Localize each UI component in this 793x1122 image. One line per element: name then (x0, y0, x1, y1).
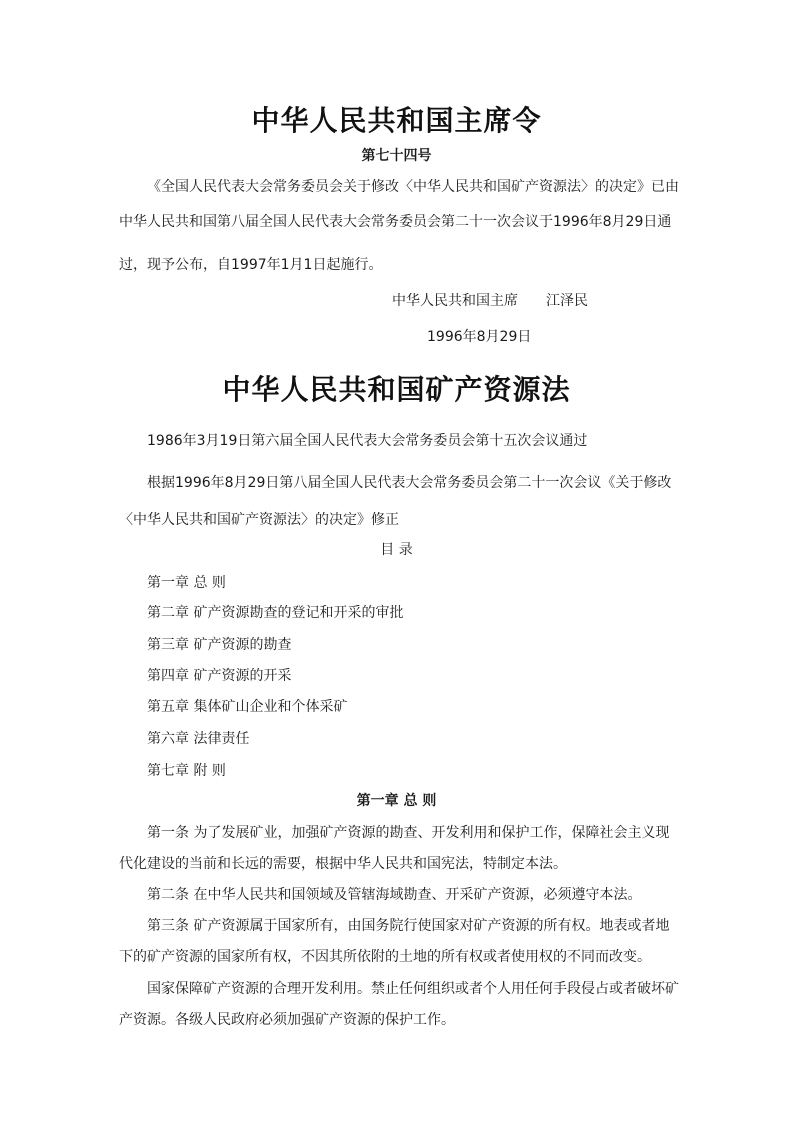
article-line: 第二条 在中华人民共和国领域及管辖海域勘查、开采矿产资源，必须遵守本法。 (147, 887, 642, 903)
decree-date: 1996年8月29日 (427, 329, 532, 345)
article-line: 下的矿产资源的国家所有权，不因其所依附的土地的所有权或者使用权的不同而改变。 (119, 949, 651, 965)
law-title: 中华人民共和国矿产资源法 (222, 373, 571, 406)
law-adopted: 1986年3月19日第六届全国人民代表大会常务委员会第十五次会议通过 (147, 433, 588, 449)
article-line: 代化建设的当前和长远的需要，根据中华人民共和国宪法，特制定本法。 (119, 856, 567, 872)
law-amended-line-2: 〈中华人民共和国矿产资源法〉的决定》修正 (119, 512, 399, 528)
decree-number: 第七十四号 (361, 148, 432, 164)
decree-line-1: 《全国人民代表大会常务委员会关于修改〈中华人民共和国矿产资源法〉的决定》已由 (147, 179, 679, 195)
article-line: 第三条 矿产资源属于国家所有，由国务院行使国家对矿产资源的所有权。地表或者地 (147, 918, 670, 934)
chapter-heading: 第一章 总 则 (356, 793, 437, 809)
toc-item: 第五章 集体矿山企业和个体采矿 (147, 699, 348, 715)
toc-item: 第三章 矿产资源的勘查 (147, 637, 292, 653)
article-line: 产资源。各级人民政府必须加强矿产资源的保护工作。 (119, 1012, 455, 1028)
decree-signer: 中华人民共和国主席 江泽民 (392, 293, 588, 309)
toc-item: 第七章 附 则 (147, 763, 226, 779)
decree-title: 中华人民共和国主席令 (251, 104, 542, 137)
article-line: 第一条 为了发展矿业，加强矿产资源的勘查、开发利用和保护工作，保障社会主义现 (147, 825, 670, 841)
toc-item: 第四章 矿产资源的开采 (147, 668, 292, 684)
toc-item: 第一章 总 则 (147, 575, 226, 591)
toc-item: 第二章 矿产资源勘查的登记和开采的审批 (147, 605, 404, 621)
article-line: 国家保障矿产资源的合理开发利用。禁止任何组织或者个人用任何手段侵占或者破坏矿 (147, 981, 679, 997)
decree-line-3: 过，现予公布，自1997年1月1日起施行。 (119, 257, 383, 273)
toc-heading: 目 录 (380, 542, 413, 558)
toc-item: 第六章 法律责任 (147, 731, 250, 747)
law-amended-line-1: 根据1996年8月29日第八届全国人民代表大会常务委员会第二十一次会议《关于修改 (147, 475, 672, 491)
decree-line-2: 中华人民共和国第八届全国人民代表大会常务委员会第二十一次会议于1996年8月29日通 (119, 214, 672, 230)
